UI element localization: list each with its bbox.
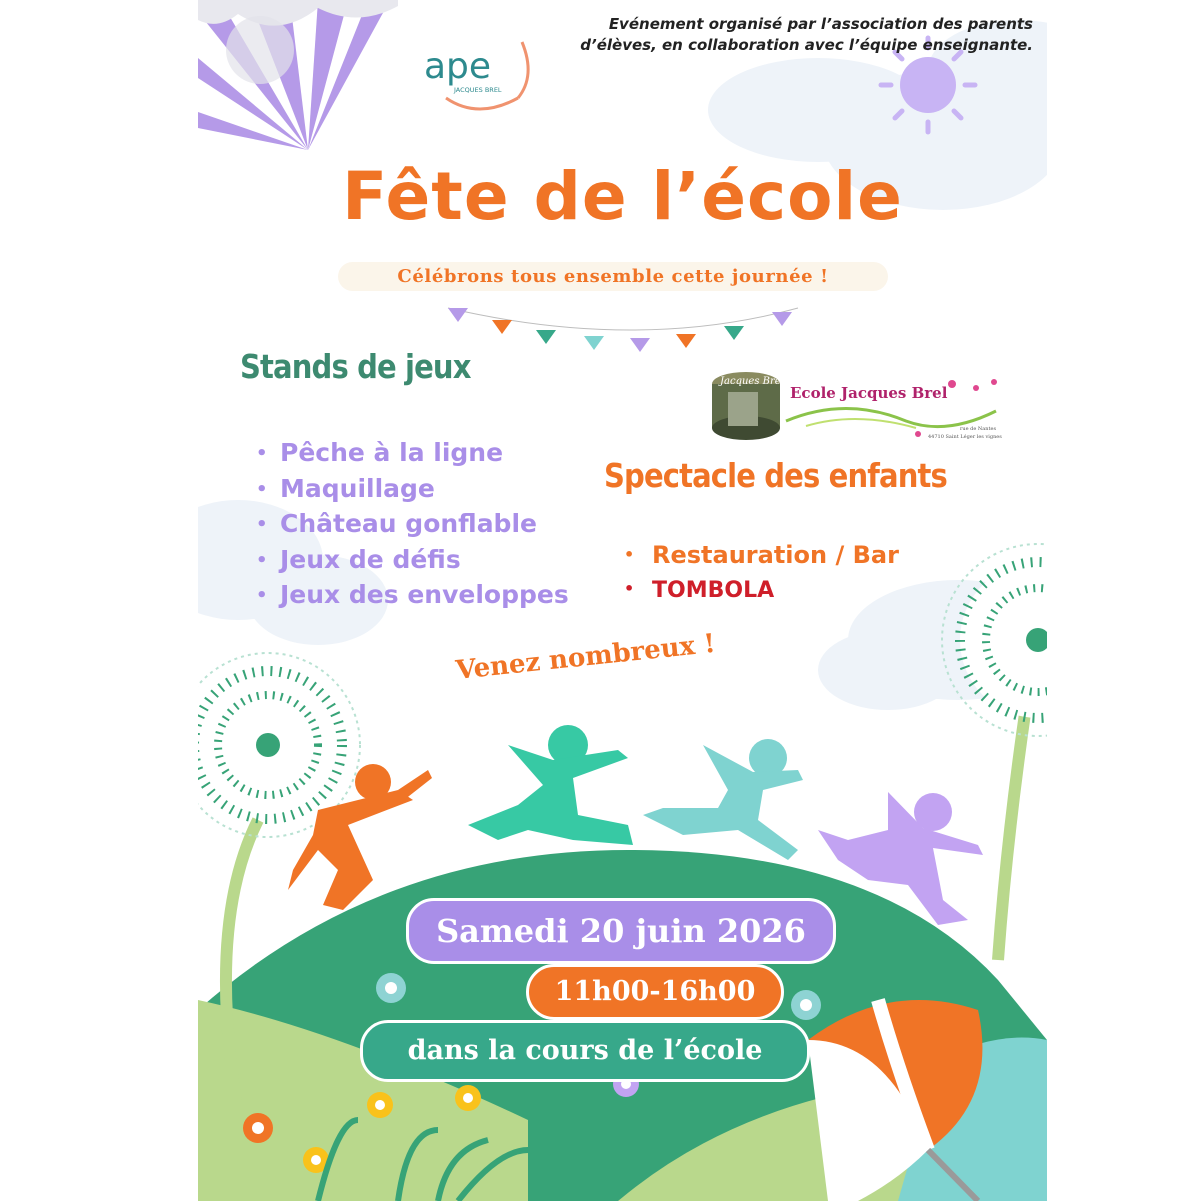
call-to-action: Venez nombreux ! [454, 628, 717, 686]
list-item-label: TOMBOLA [652, 578, 775, 603]
ape-logo-text: ape [424, 46, 492, 87]
list-item: • Jeux des enveloppes [256, 580, 569, 610]
date-badge: Samedi 20 juin 2026 [406, 898, 836, 964]
ape-logo [418, 36, 538, 120]
list-item: • Restauration / Bar [624, 541, 899, 569]
extras-list [624, 538, 899, 607]
list-item-label: Jeux de défis [280, 544, 461, 574]
list-item: • Maquillage [256, 473, 435, 503]
child-silhouette-icon [468, 725, 633, 845]
school-logo-address-line2: 44710 Saint Léger les vignes [928, 434, 1002, 440]
list-item: • Pêche à la ligne [256, 438, 504, 467]
games-list [256, 436, 569, 614]
list-item: • TOMBOLA [624, 578, 775, 603]
ape-logo-subtext: JACQUES BREL [454, 86, 502, 94]
hours-badge: 11h00-16h00 [526, 964, 784, 1020]
list-item-label: Château gonflable [280, 509, 537, 539]
school-logo-tin-text: Jacques Brel [720, 376, 784, 387]
organizer-note: Evénement organisé par l’association des parents d’élèves, en collaboration avec l’équipe enseignante. [580, 15, 1033, 54]
show-heading: Spectacle des enfants [604, 456, 947, 495]
ape-logo-icon [418, 36, 538, 116]
page-title: Fête de l’école [342, 158, 903, 235]
subtitle: Célébrons tous ensemble cette journée ! [338, 262, 888, 291]
location-badge: dans la cours de l’école [360, 1020, 810, 1082]
list-item: • Jeux de défis [256, 544, 461, 574]
school-logo-icon [706, 366, 1006, 446]
parasol-icon [198, 0, 398, 150]
list-item-label: Restauration / Bar [652, 541, 899, 569]
school-logo [706, 366, 1006, 450]
list-item: • Château gonflable [256, 509, 537, 539]
child-silhouette-icon [643, 739, 803, 860]
list-item-label: Pêche à la ligne [280, 438, 504, 467]
school-logo-address-line1: rue de Nantes [960, 426, 997, 432]
list-item-label: Maquillage [280, 473, 435, 503]
school-logo-name: Ecole Jacques Brel [790, 384, 948, 402]
bunting-icon [448, 308, 798, 352]
poster [198, 0, 1047, 1201]
games-heading: Stands de jeux [240, 347, 471, 386]
list-item-label: Jeux des enveloppes [280, 580, 569, 610]
